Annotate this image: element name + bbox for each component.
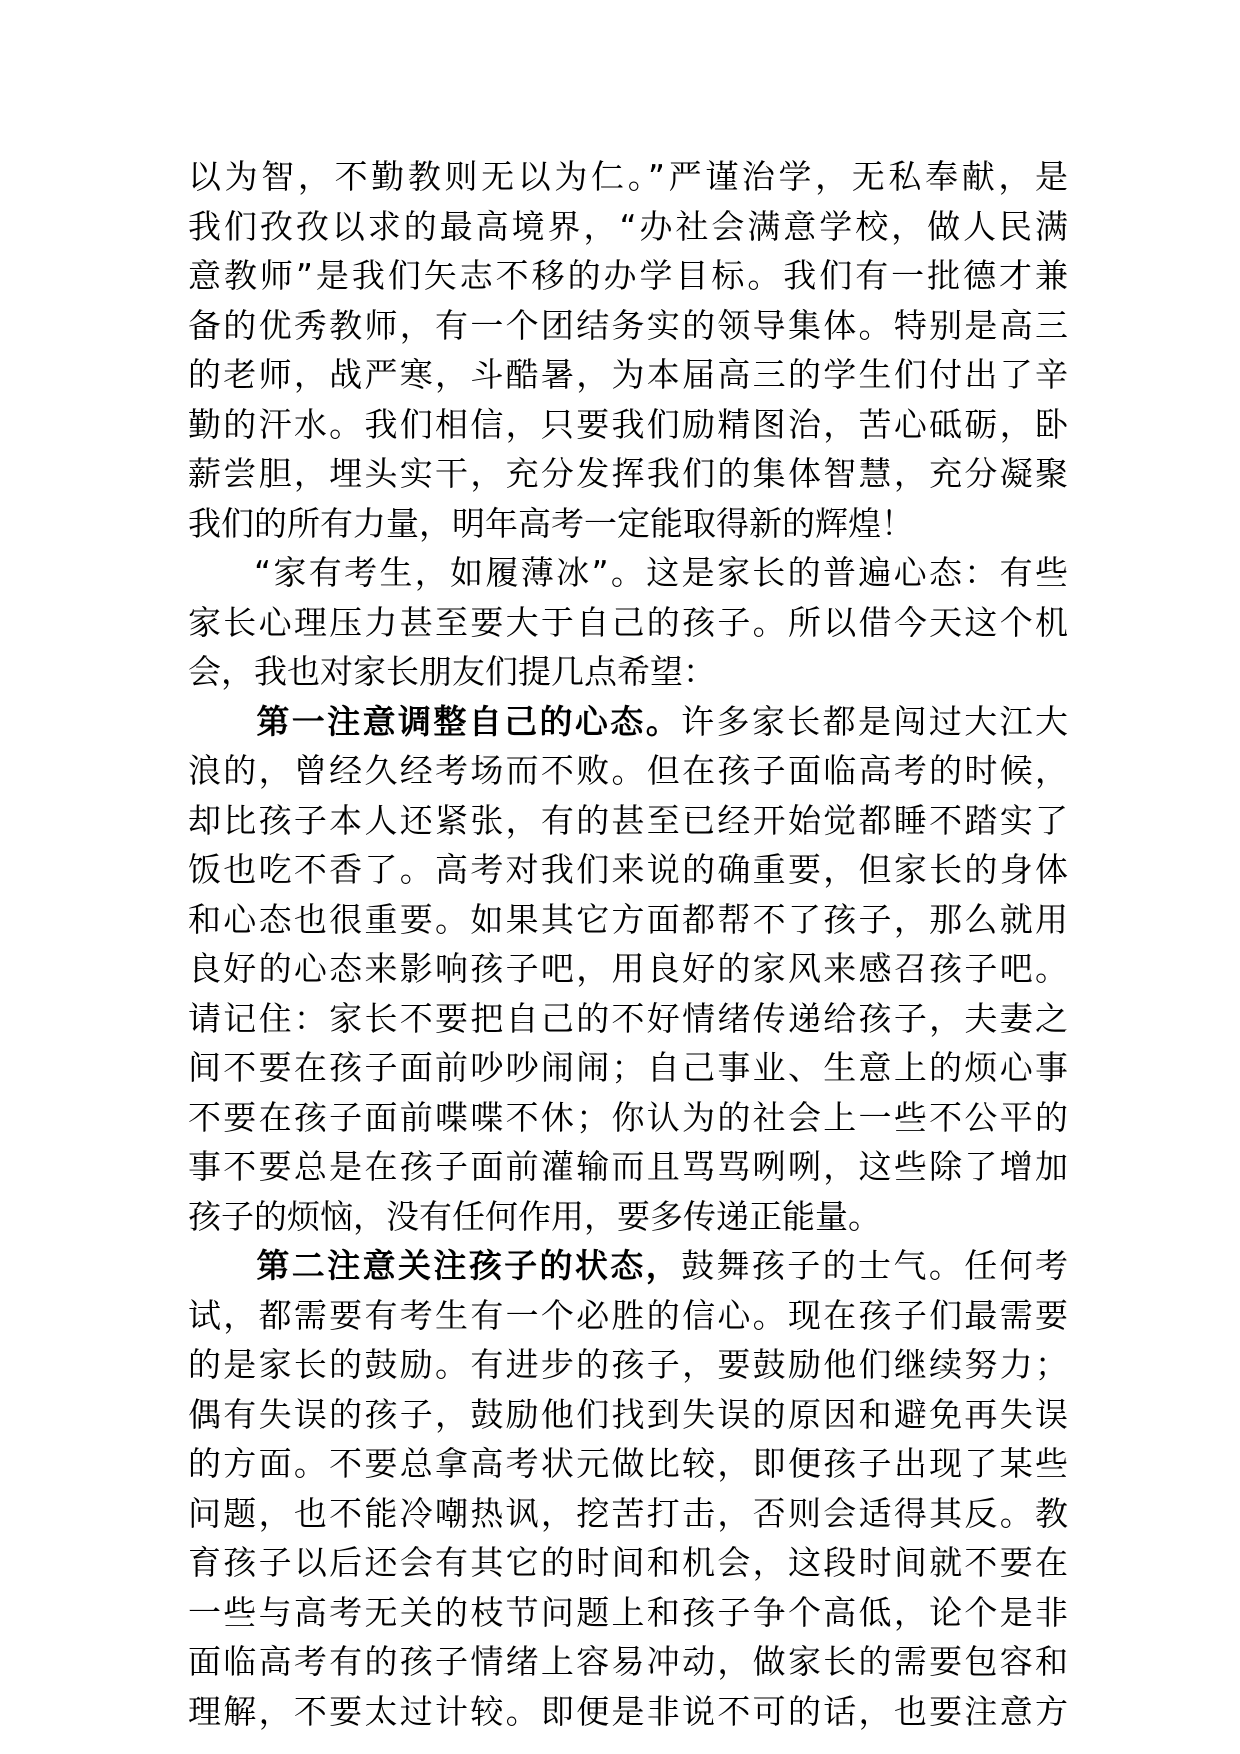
text-line: 我们孜孜以求的最高境界，“办社会满意学校，做人民满 — [188, 206, 1068, 246]
paragraph-4 — [188, 1241, 1068, 1736]
text-line: 一些与高考无关的枝节问题上和孩子争个高低，论个是非 — [188, 1592, 1068, 1632]
text-line-first — [188, 1241, 1068, 1291]
text-line: 间不要在孩子面前吵吵闹闹；自己事业、生意上的烦心事 — [188, 1048, 1068, 1087]
text-line: 的是家长的鼓励。有进步的孩子，要鼓励他们继续努力； — [188, 1345, 1068, 1384]
text-line: 和心态也很重要。如果其它方面都帮不了孩子，那么就用 — [188, 899, 1068, 939]
text-line: 会，我也对家长朋友们提几点希望： — [188, 652, 716, 691]
text-run: 鼓舞孩子的士气。任何考 — [681, 1246, 1069, 1285]
text-line: 我们的所有力量，明年高考一定能取得新的辉煌！ — [188, 503, 914, 543]
text-line: 备的优秀教师，有一个团结务实的领导集体。特别是高三 — [188, 305, 1068, 345]
text-line: 意教师”是我们矢志不移的办学目标。我们有一批德才兼 — [188, 256, 1068, 295]
text-line: 家长心理压力甚至要大于自己的孩子。所以借今天这个机 — [188, 602, 1068, 642]
text-line: 理解，不要太过计较。即便是非说不可的话，也要注意方 — [188, 1691, 1068, 1731]
text-line-first — [188, 548, 1068, 598]
paragraph-3 — [188, 697, 1068, 1242]
paragraph-2 — [188, 548, 1068, 697]
bold-heading: 第二注意关注孩子的状态， — [254, 1246, 682, 1285]
text-line: 事不要总是在孩子面前灌输而且骂骂咧咧，这些除了增加 — [188, 1147, 1068, 1186]
text-line: 面临高考有的孩子情绪上容易冲动，做家长的需要包容和 — [188, 1642, 1068, 1681]
text-line: 浪的，曾经久经考场而不败。但在孩子面临高考的时候， — [188, 751, 1068, 790]
text-run: “家有考生，如履薄冰”。这是家长的普遍心态：有些 — [254, 553, 1068, 592]
text-line: 薪尝胆，埋头实干，充分发挥我们的集体智慧，充分凝聚 — [188, 454, 1068, 493]
text-line: 的老师，战严寒，斗酷暑，为本届高三的学生们付出了辛 — [188, 355, 1068, 394]
text-line: 试，都需要有考生有一个必胜的信心。现在孩子们最需要 — [188, 1295, 1068, 1335]
text-line: 问题，也不能冷嘲热讽，挖苦打击，否则会适得其反。教 — [188, 1493, 1068, 1533]
text-line: 请记住：家长不要把自己的不好情绪传递给孩子，夫妻之 — [188, 998, 1068, 1038]
text-line: 孩子的烦恼，没有任何作用，要多传递正能量。 — [188, 1196, 881, 1236]
text-line: 却比孩子本人还紧张，有的甚至已经开始觉都睡不踏实了 — [188, 800, 1068, 840]
text-line: 育孩子以后还会有其它的时间和机会，这段时间就不要在 — [188, 1543, 1068, 1582]
text-line: 以为智，不勤教则无以为仁。”严谨治学，无私奉献，是 — [188, 157, 1068, 196]
bold-heading: 第一注意调整自己的心态。 — [254, 701, 682, 741]
text-line: 良好的心态来影响孩子吧，用良好的家风来感召孩子吧。 — [188, 949, 1068, 988]
document-body — [188, 152, 1068, 1736]
text-line: 饭也吃不香了。高考对我们来说的确重要，但家长的身体 — [188, 850, 1068, 889]
text-run: 许多家长都是闯过大江大 — [681, 701, 1069, 741]
text-line: 勤的汗水。我们相信，只要我们励精图治，苦心砥砺，卧 — [188, 404, 1068, 444]
text-line: 偶有失误的孩子，鼓励他们找到失误的原因和避免再失误 — [188, 1394, 1068, 1434]
text-line: 不要在孩子面前喋喋不休；你认为的社会上一些不公平的 — [188, 1097, 1068, 1137]
paragraph-1 — [188, 152, 1068, 548]
text-line-first — [188, 697, 1068, 747]
text-line: 的方面。不要总拿高考状元做比较，即便孩子出现了某些 — [188, 1444, 1068, 1483]
